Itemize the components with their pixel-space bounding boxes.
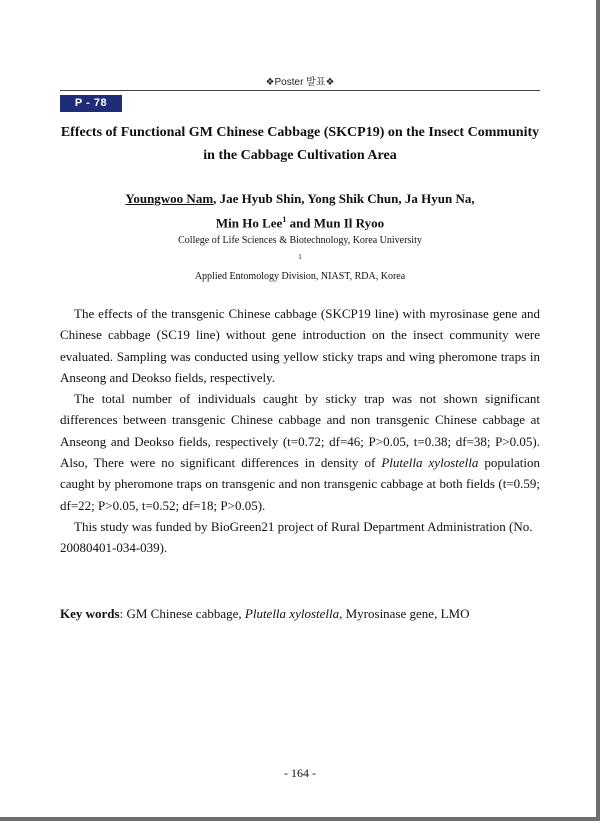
page-frame-bottom — [0, 817, 600, 821]
p2-text-before: The total number of individuals caught by sticky trap was not shown significant differences between transgenic Chinese cabbage and non transgenic Chinese cabbage at Anseong and Deokso fields, respectively (t=0.72; df=46; P>0.05, t=0.38; df=38; P>0.05). Also, There were no significant differences in density of — [60, 391, 540, 471]
title-line-2: in the Cabbage Cultivation Area — [203, 148, 397, 163]
affiliation-1: College of Life Sciences & Biotechnology, Korea University — [178, 235, 422, 246]
author-line-1 — [40, 188, 560, 209]
keywords-label: Key words — [60, 606, 120, 621]
affiliation-2-marker: 1 — [298, 253, 302, 261]
page-frame-right — [596, 0, 600, 821]
page-number: - 164 - — [284, 766, 316, 780]
title-line-1: Effects of Functional GM Chinese Cabbage (SKCP19) on the Insect Community — [60, 125, 540, 140]
affiliation-2 — [40, 249, 560, 285]
abstract-paragraph-3: This study was funded by BioGreen21 project of Rural Department Administration (No. 20080401-034-039). — [60, 518, 533, 556]
author-name: Min Ho Lee — [215, 215, 283, 231]
abstract-body — [60, 303, 540, 559]
affiliation-marker: 1 — [282, 215, 287, 224]
abstract-paragraph-2 — [60, 388, 540, 516]
authors-rest-2: and Mun Il Ryoo — [286, 215, 385, 231]
keywords-species: Plutella xylostella — [244, 606, 340, 621]
abstract-paragraph-1: The effects of the transgenic Chinese cabbage (SKCP19 line) with myrosinase gene and Chinese cabbage (SC19 line) without gene introduction on the insect community were evaluated. Sampling was conducted using yellow sticky traps and wing pheromone traps in Anseong and Deokso fields, respectively. — [60, 306, 540, 385]
keywords-part-2: , Myrosinase gene, LMO — [339, 606, 470, 621]
section-header: ❖Poster 발표❖ — [265, 77, 335, 88]
authors-rest-1: , Jae Hyub Shin, Yong Shik Chun, Ja Hyun Na, — [213, 191, 475, 206]
header-divider — [60, 90, 540, 91]
affiliation-2-text: Applied Entomology Division, NIAST, RDA, Korea — [194, 271, 406, 283]
p2-text-after: population caught by pheromone traps on transgenic and non transgenic cabbage at both fields (t=0.59; df=22; P>0.05, t=0.52; df=18; P>0.05). — [60, 455, 541, 513]
author-line-2 — [40, 209, 560, 233]
poster-number-badge: P - 78 — [60, 95, 122, 112]
affiliations — [40, 233, 560, 285]
presenting-author: Youngwoo Nam — [125, 191, 214, 206]
keywords-part-1: GM Chinese cabbage, — [126, 606, 245, 621]
keywords — [60, 604, 550, 624]
species-name: Plutella xylostella — [381, 455, 479, 471]
paper-title — [40, 121, 560, 167]
keywords-separator: : — [119, 606, 127, 621]
author-list — [40, 188, 560, 233]
